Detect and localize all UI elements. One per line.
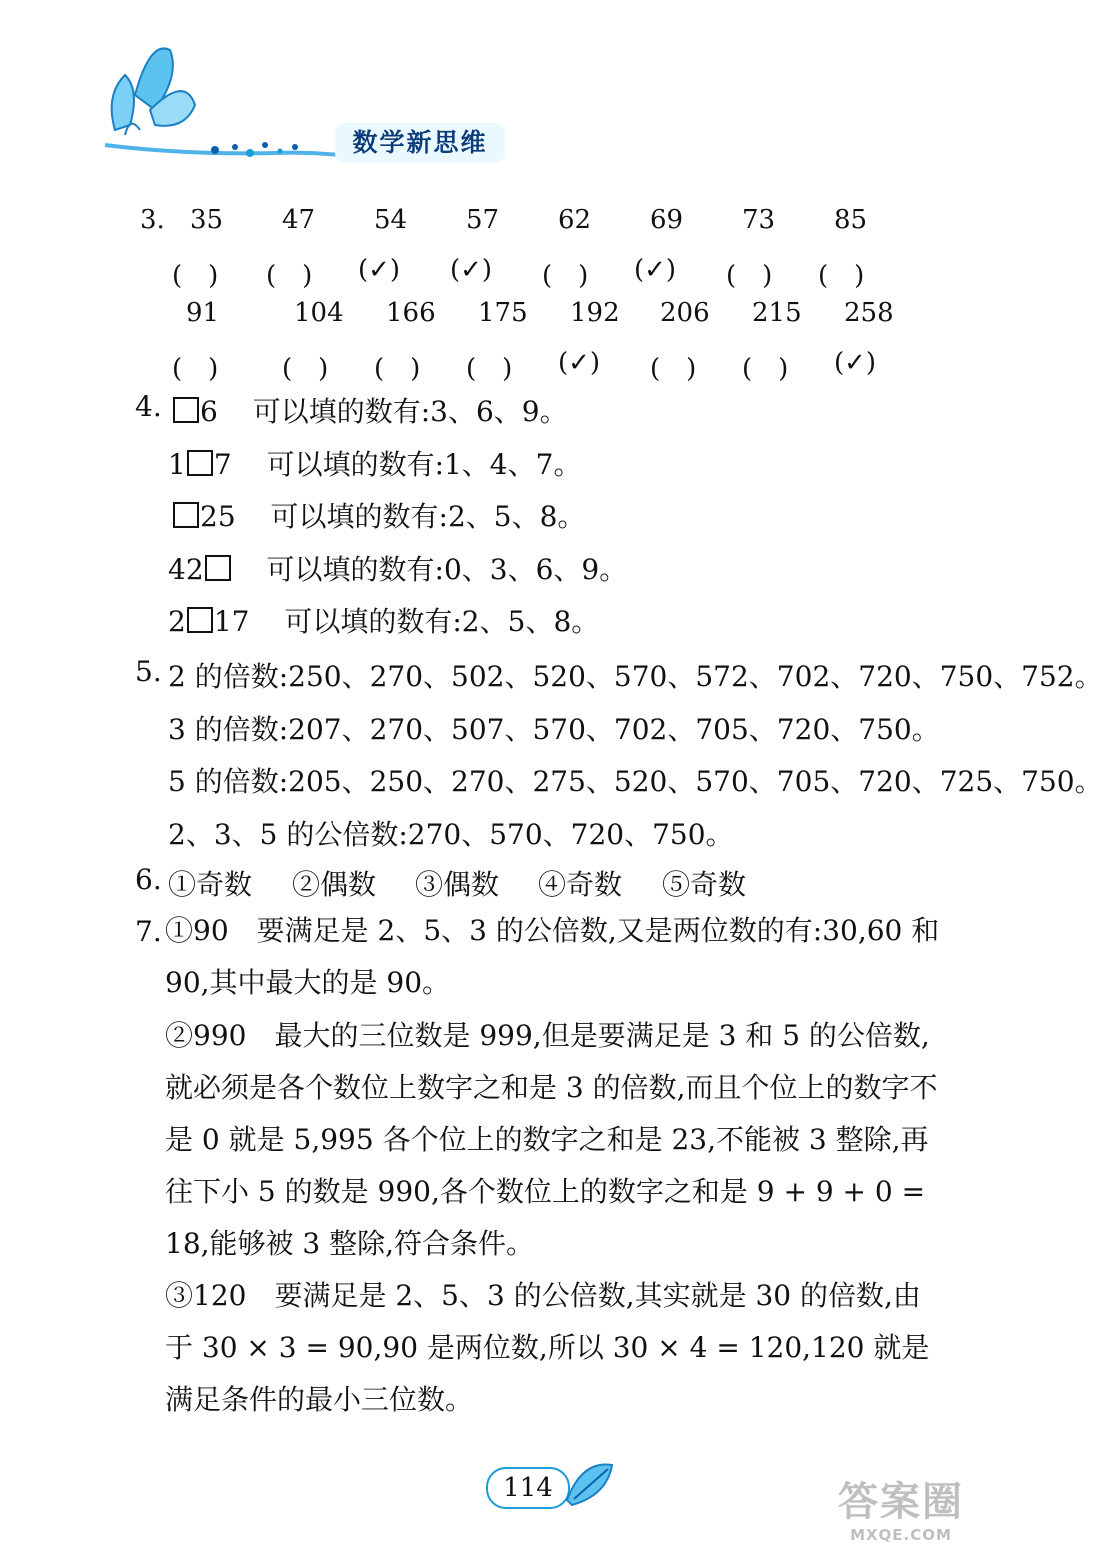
header-decoration [95,35,488,170]
number: 206 [660,298,710,328]
number: 175 [478,298,528,328]
number: 104 [294,298,344,328]
page-number: 114 [486,1467,570,1509]
blank-box-icon [173,397,199,423]
number: 166 [386,298,436,328]
problem-7-label: 7. [135,915,162,948]
multiples-line: 2 的倍数:250、270、502、520、570、572、702、720、750、752。 [168,660,1103,693]
watermark-logo: 答案圈 MXQE.COM [838,1479,964,1544]
fill-item: 25 可以填的数有:2、5、8。 [172,495,585,535]
blank-box-icon [187,607,213,633]
parity-item: ②偶数 [292,868,377,901]
number: 69 [650,205,684,235]
multiples-line: 3 的倍数:207、270、507、570、702、705、720、750。 [168,713,940,746]
number: 91 [186,298,220,328]
number: 192 [570,298,620,328]
header-title: 数学新思维 [335,123,505,163]
check-mark: ( ) [374,354,421,384]
check-mark: (✓) [558,348,601,378]
blank-box-icon [173,502,199,528]
check-mark: ( ) [172,354,219,384]
problem-3-label: 3. [140,205,165,235]
fill-item: 2 17 可以填的数有:2、5、8。 [168,605,600,638]
number: 258 [844,298,894,328]
number: 54 [374,205,408,235]
check-mark: (✓) [450,255,493,285]
problem-3-row-2-marks [130,348,920,394]
explanation-1: ①90 要满足是 2、5、3 的公倍数,又是两位数的有:30,60 和 90,其中最大的是 90。 [165,914,940,999]
fill-item: 42 可以填的数有:0、3、6、9。 [168,553,628,586]
number: 57 [466,205,500,235]
parity-item: ④奇数 [538,868,623,901]
multiples-line: 2、3、5 的公倍数:270、570、720、750。 [168,818,734,851]
blank-box-icon [205,555,231,581]
check-mark: (✓) [834,348,877,378]
problem-3 [130,200,920,390]
fill-item: 6 可以填的数有:3、6、9。 [172,390,568,430]
parity-item: ⑤奇数 [662,868,747,901]
check-mark: ( ) [726,261,773,291]
number: 47 [282,205,316,235]
number: 73 [742,205,776,235]
number: 215 [752,298,802,328]
number: 62 [558,205,592,235]
parity-item: ①奇数 [168,868,253,901]
problem-4-label: 4. [135,390,162,423]
parity-item: ③偶数 [415,868,500,901]
problem-3-row-2-numbers [130,298,920,344]
check-mark: (✓) [634,255,677,285]
check-mark: ( ) [282,354,329,384]
check-mark: ( ) [266,261,313,291]
check-mark: ( ) [650,354,697,384]
explanation-2: ②990 最大的三位数是 999,但是要满足是 3 和 5 的公倍数,就必须是各个数位上数字之和是 3 的倍数,而且个位上的数字不是 0 就是 5,995 各个位上的数字之和是 23,不能被 3 整除,再往下小 5 的数是 990,各个数位上的数字之和是 9 + 9 + 0 = 18,能够被 3 整除,符合条件。 [165,1019,938,1260]
check-mark: ( ) [466,354,513,384]
check-mark: (✓) [358,255,401,285]
problem-5-label: 5. [135,655,162,688]
multiples-line: 5 的倍数:205、250、270、275、520、570、705、720、725、750。 [168,765,1103,798]
explanation-3: ③120 要满足是 2、5、3 的公倍数,其实就是 30 的倍数,由于 30 × 3 = 90,90 是两位数,所以 30 × 4 = 120,120 就是满足条件的最小三位数。 [165,1279,930,1416]
problem-6-label: 6. [135,863,162,896]
number: 35 [190,205,224,235]
check-mark: ( ) [542,261,589,291]
number: 85 [834,205,868,235]
check-mark: ( ) [818,261,865,291]
check-mark: ( ) [172,261,219,291]
fill-item: 1 7 可以填的数有:1、4、7。 [168,448,582,481]
check-mark: ( ) [742,354,789,384]
leaf-icon [562,1455,622,1515]
problem-3-row-1-marks [130,255,920,301]
blank-box-icon [187,450,213,476]
page-footer [480,1455,630,1515]
problem-3-row-1-numbers [130,205,920,251]
